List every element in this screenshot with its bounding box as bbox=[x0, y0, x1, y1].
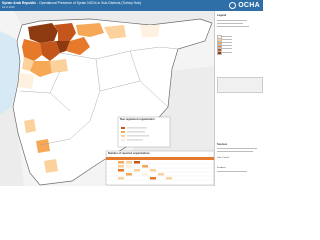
map-subtitle: As of 2016 bbox=[2, 5, 15, 9]
subdistrict-area[interactable] bbox=[36, 139, 50, 153]
feedback-label: Feedback bbox=[217, 167, 226, 169]
inset-title: Non-registered organization bbox=[120, 118, 155, 121]
subdistrict-area[interactable] bbox=[44, 159, 58, 173]
legend-swatch-label bbox=[222, 39, 232, 40]
legend-line bbox=[217, 26, 249, 27]
subdistrict-area[interactable] bbox=[24, 119, 36, 133]
inset-panel bbox=[118, 117, 170, 147]
legend-line bbox=[217, 20, 247, 21]
sources-line bbox=[217, 148, 257, 149]
legend-notes bbox=[217, 77, 263, 93]
title-country: Syrian Arab Republic bbox=[2, 1, 37, 5]
header-bar bbox=[0, 0, 263, 11]
subdistrict-area[interactable] bbox=[50, 59, 68, 73]
legend-title: Legend bbox=[217, 14, 227, 17]
legend-panel bbox=[214, 11, 263, 186]
legend-swatch-label bbox=[222, 42, 232, 43]
legend-swatch-label bbox=[222, 45, 232, 46]
subdistrict-area[interactable] bbox=[18, 73, 34, 89]
date-created-label: Date Created bbox=[217, 157, 229, 159]
table-title: Number of reported organizations bbox=[108, 152, 150, 155]
legend-swatch-label bbox=[222, 36, 232, 37]
title-description: - Operational Presence of Syrian NGOs in Sub-Districts (Turkey Hub) bbox=[36, 1, 142, 5]
organizations-table bbox=[106, 151, 214, 185]
un-emblem-icon bbox=[229, 2, 236, 9]
sources-title: Sources bbox=[217, 143, 228, 146]
syria-map[interactable] bbox=[0, 11, 214, 186]
legend-line bbox=[217, 23, 243, 24]
legend-swatch-label bbox=[222, 48, 232, 49]
legend-swatch-label bbox=[222, 52, 232, 53]
subdistrict-area[interactable] bbox=[140, 25, 160, 37]
ocha-logo bbox=[229, 2, 260, 9]
feedback-line bbox=[217, 171, 247, 172]
sources-line bbox=[217, 151, 253, 152]
map-title bbox=[2, 1, 141, 5]
ocha-logo-text: OCHA bbox=[238, 2, 260, 9]
